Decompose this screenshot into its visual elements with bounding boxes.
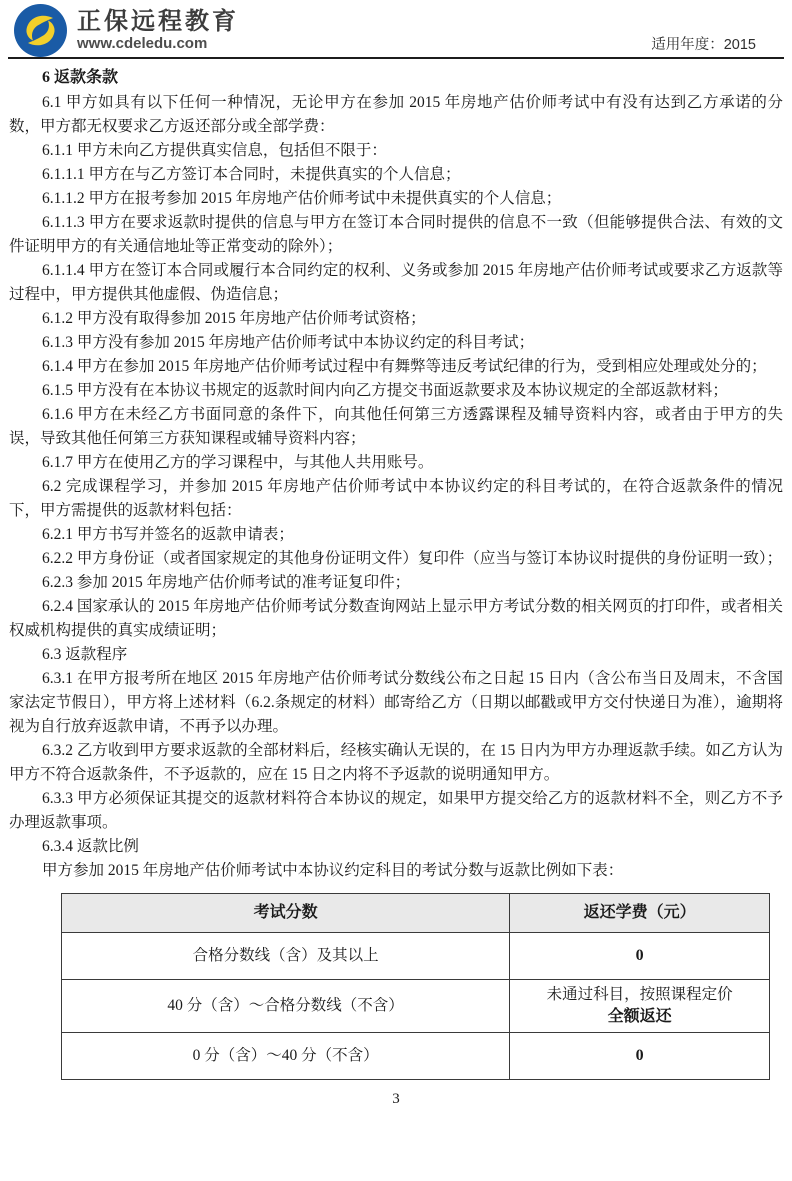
contract-paragraph: 6.2.1 甲方书写并签名的返款申请表； [42, 526, 294, 543]
brand-name: 正保远程教育 [77, 8, 239, 35]
contract-paragraph: 6.3 返款程序 [42, 646, 128, 663]
refund-amount-line: 全额返还 [607, 1008, 672, 1025]
table-row [62, 933, 770, 980]
contract-paragraph: 6.1.1.3 甲方在要求返款时提供的信息与甲方在签订本合同时提供的信息不一致（但能够提供合法、有效的文件证明甲方的有关通信地址等正常变动的除外）； [9, 214, 783, 255]
refund-amount-cell [510, 1033, 770, 1080]
contract-paragraph: 6.1.1 甲方未向乙方提供真实信息，包括但不限于： [42, 142, 387, 159]
contract-paragraph: 6.3.2 乙方收到甲方要求返款的全部材料后，经核实确认无误的，在 15 日内为甲方办理返款手续。如乙方认为甲方不符合返款条件，不予返款的，应在 15 日之内将不予返款的说明通知甲方。 [9, 742, 783, 783]
contract-paragraph: 6.3.4 返款比例 [42, 838, 139, 855]
score-range-cell: 合格分数线（含）及其以上 [62, 933, 510, 980]
score-range-cell: 40 分（含）～合格分数线（不含） [62, 980, 510, 1033]
contract-paragraph: 6.1 甲方如具有以下任何一种情况，无论甲方在参加 2015 年房地产估价师考试中有没有达到乙方承诺的分数，甲方都无权要求乙方返还部分或全部学费： [9, 94, 783, 135]
section-heading: 6 返款条款 [42, 69, 119, 86]
contract-paragraph: 6.1.4 甲方在参加 2015 年房地产估价师考试过程中有舞弊等违反考试纪律的行为，受到相应处理或处分的； [42, 358, 767, 375]
page-header [0, 0, 792, 57]
column-header-score: 考试分数 [62, 894, 510, 933]
contract-paragraph: 甲方参加 2015 年房地产估价师考试中本协议约定科目的考试分数与返款比例如下表： [42, 862, 624, 879]
refund-amount-line: 0 [635, 1047, 644, 1064]
page-number: 3 [392, 1091, 400, 1107]
column-header-refund: 返还学费（元） [510, 894, 770, 933]
table-row [62, 1033, 770, 1080]
table-row [62, 980, 770, 1033]
contract-paragraph: 6.1.2 甲方没有取得参加 2015 年房地产估价师考试资格； [42, 310, 426, 327]
applicable-year-label: 适用年度：2015 [651, 37, 756, 53]
contract-body [0, 59, 792, 1111]
brand-url: www.cdeledu.com [77, 35, 208, 52]
refund-ratio-table [61, 893, 770, 1080]
contract-paragraph: 6.2.2 甲方身份证（或者国家规定的其他身份证明文件）复印件（应当与签订本协议时提供的身份证明一致）； [42, 550, 783, 567]
contract-paragraph: 6.2.4 国家承认的 2015 年房地产估价师考试分数查询网站上显示甲方考试分数的相关网页的打印件，或者相关权威机构提供的真实成绩证明； [9, 598, 783, 639]
table-header-row [62, 894, 770, 933]
refund-amount-cell [510, 933, 770, 980]
contract-paragraph: 6.3.3 甲方必须保证其提交的返款材料符合本协议的规定，如果甲方提交给乙方的返款材料不全，则乙方不予办理返款事项。 [9, 790, 783, 831]
contract-paragraph: 6.2.3 参加 2015 年房地产估价师考试的准考证复印件； [42, 574, 411, 591]
brand-text [77, 8, 239, 53]
contract-paragraph: 6.1.6 甲方在未经乙方书面同意的条件下，向其他任何第三方透露课程及辅导资料内容，或者由于甲方的失误，导致其他任何第三方获知课程或辅导资料内容； [9, 406, 783, 447]
contract-paragraph: 6.3.1 在甲方报考所在地区 2015 年房地产估价师考试分数线公布之日起 15 日内（含公布当日及周末，不含国家法定节假日），甲方将上述材料（6.2.条规定的材料）邮寄给乙方（日期以邮戳或甲方交付快递日为准），逾期将视为自行放弃返款申请，不再予以办理。 [9, 670, 783, 735]
contract-paragraph: 6.1.1.4 甲方在签订本合同或履行本合同约定的权利、义务或参加 2015 年房地产估价师考试或要求乙方返款等过程中，甲方提供其他虚假、伪造信息； [9, 262, 783, 303]
contract-paragraph: 6.1.3 甲方没有参加 2015 年房地产估价师考试中本协议约定的科目考试； [42, 334, 535, 351]
contract-paragraph: 6.1.1.1 甲方在与乙方签订本合同时，未提供真实的个人信息； [42, 166, 461, 183]
contract-paragraph: 6.1.1.2 甲方在报考参加 2015 年房地产估价师考试中未提供真实的个人信息； [42, 190, 562, 207]
refund-amount-line: 未通过科目，按照课程定价 [546, 986, 733, 1003]
contract-paragraph: 6.2 完成课程学习，并参加 2015 年房地产估价师考试中本协议约定的科目考试的，在符合返款条件的情况下，甲方需提供的返款材料包括： [9, 478, 783, 519]
refund-amount-line: 0 [635, 947, 644, 964]
contract-paragraph: 6.1.7 甲方在使用乙方的学习课程中，与其他人共用账号。 [42, 454, 434, 471]
page-footer [9, 1087, 783, 1111]
contract-clauses [9, 91, 783, 883]
refund-amount-cell [510, 980, 770, 1033]
score-range-cell: 0 分（含）～40 分（不含） [62, 1033, 510, 1080]
brand-logo-swirl-icon [14, 4, 67, 57]
contract-paragraph: 6.1.5 甲方没有在本协议书规定的返款时间内向乙方提交书面返款要求及本协议规定的全部返款材料； [42, 382, 728, 399]
